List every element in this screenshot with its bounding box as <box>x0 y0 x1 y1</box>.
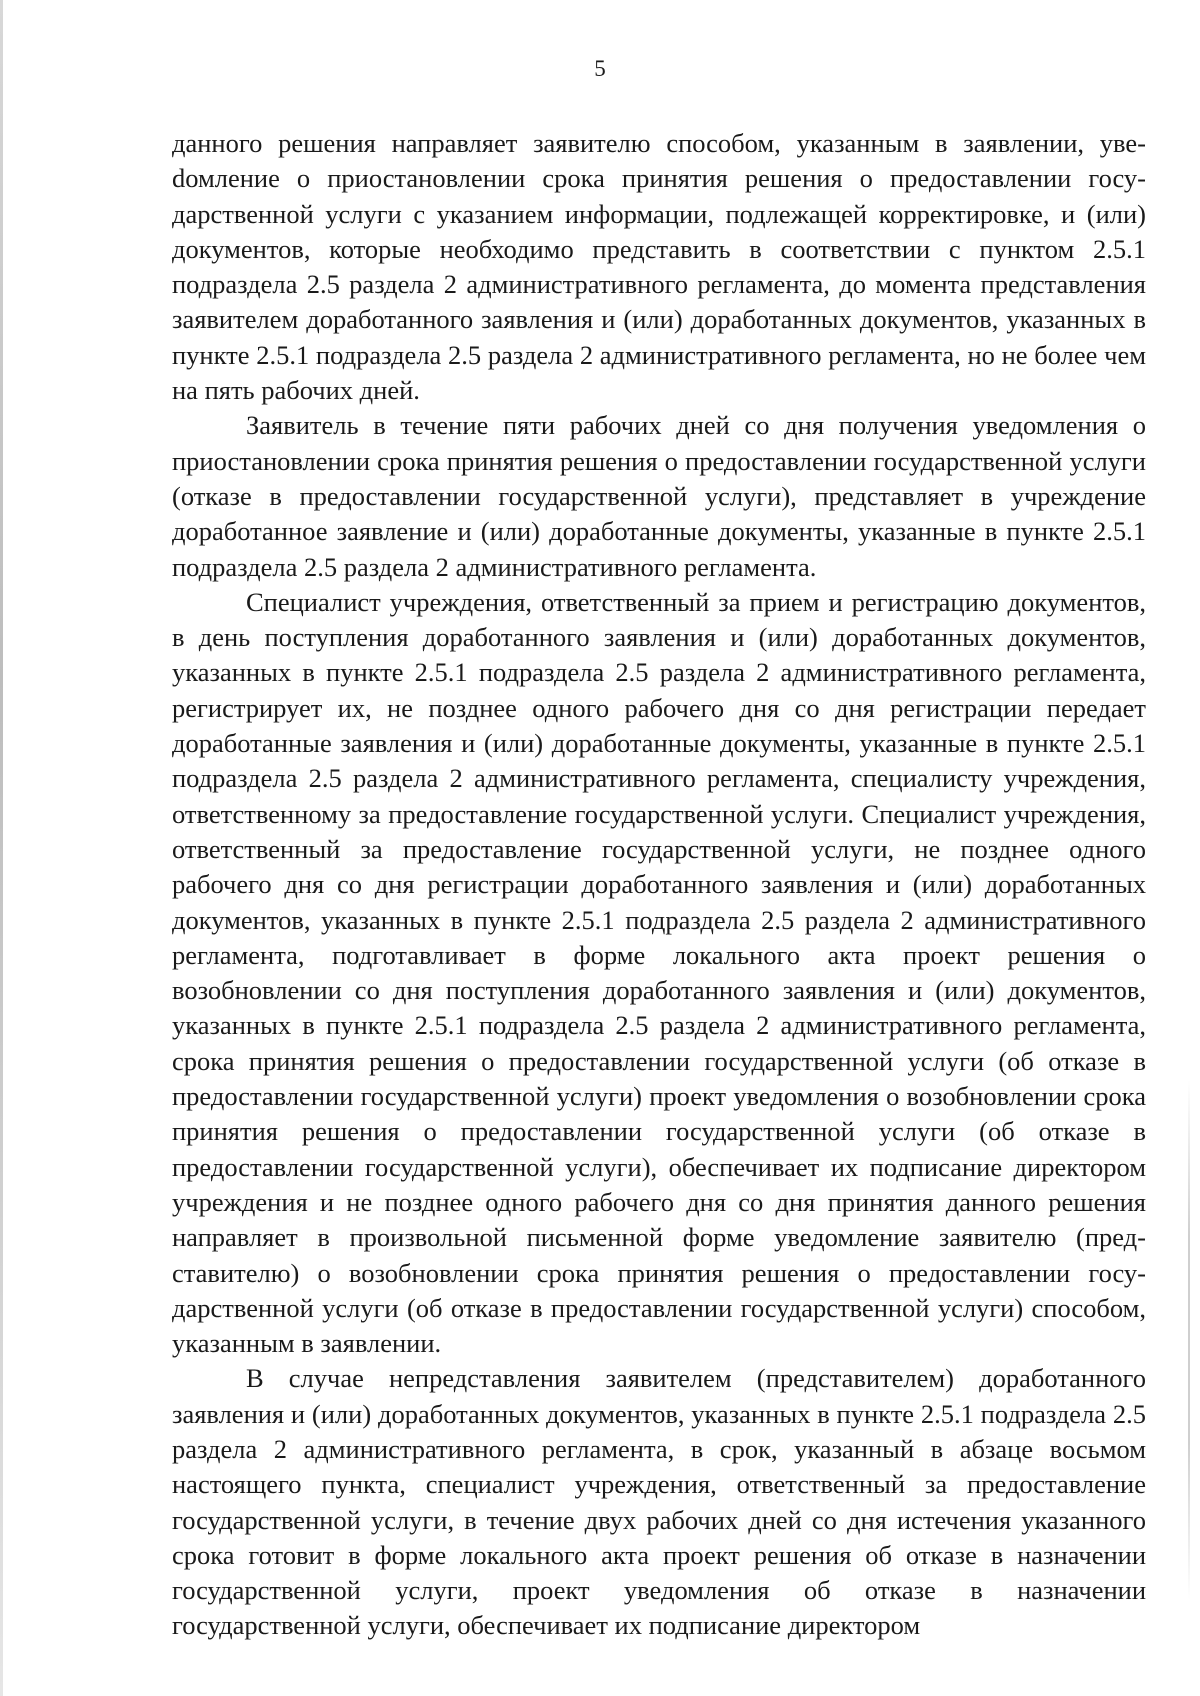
document-body <box>172 126 1146 1644</box>
paragraph: Заявитель в течение пяти рабочих дней со дня получения уведомления о приостановлении срока принятия решения о предоставлении государственной услуги (отказе в предоставлении государственной услуги), представляет в учреждение доработанное заявление и (или) доработанные документы, указанные в пункте 2.5.1 подраздела 2.5 раздела 2 административного регламента. <box>172 410 1146 582</box>
paragraph: В случае непредставления заявителем (представителем) доработанного заявления и (или) доработанных документов, указанных в пункте 2.5.1 подраздела 2.5 раздела 2 административного регламента, в срок, указанный в абзаце восьмом настоящего пункта, специалист учреждения, ответственный за предоставление государственной услуги, в течение двух рабочих дней со дня истечения указанного срока готовит в форме локального акта проект решения об отказе в назначении государственной услуги, проект уведомления об отказе в назначении государственной услуги, обеспечивает их подписание директором <box>172 1363 1146 1641</box>
scan-edge-mark <box>1188 1080 1190 1600</box>
page-number: 5 <box>594 56 606 81</box>
paragraph: данного решения направляет заявителю способом, указанным в заявлении, увеdомление о приостановлении срока принятия решения о предоставлении государственной услуги с указанием информации, подлежащей корректировке, и (или) документов, которые необходимо представить в соответствии с пунктом 2.5.1 подраздела 2.5 раздела 2 административного регламента, до момента представления заявителем доработанного заявления и (или) доработанных документов, указанных в пункте 2.5.1 подраздела 2.5 раздела 2 административного регламента, но не более чем на пять рабочих дней. <box>172 128 1146 406</box>
scan-edge-shadow <box>0 0 3 1696</box>
paragraph: Специалист учреждения, ответственный за прием и регистрацию документов, в день поступления доработанного заявления и (или) доработанных документов, указанных в пункте 2.5.1 подраздела 2.5 раздела 2 административного регламента, регистрирует их, не позднее одного рабочего дня со дня регистрации передает доработанные заявления и (или) доработанные документы, указанные в пункте 2.5.1 подраздела 2.5 раздела 2 административного регламента, специалисту учреждения, ответственному за предоставление государственной услуги. Специалист учреждения, ответственный за предоставление государственной услуги, не позднее одного рабочего дня со дня регистрации доработанного заявления и (или) доработанных документов, указанных в пункте 2.5.1 подраздела 2.5 раздела 2 административного регламента, подготавливает в форме локального акта проект решения о возобновлении со дня поступления доработанного заявления и (или) документов, указанных в пункте 2.5.1 подраздела 2.5 раздела 2 административного регламента, срока принятия решения о предоставлении государственной услуги (об отказе в предоставлении государственной услуги) проект уведомления о возобновлении срока принятия решения о предоставлении государственной услуги (об отказе в предоставлении государственной услуги), обеспечивает их подписание директором учреждения и не позднее одного рабочего дня со дня принятия данного решения направляет в произвольной письменной форме уведомление заявителю (представителю) о возобновлении срока принятия решения о предоставлении государственной услуги (об отказе в предоставлении государственной услуги) способом, указанным в заявлении. <box>172 586 1146 1359</box>
